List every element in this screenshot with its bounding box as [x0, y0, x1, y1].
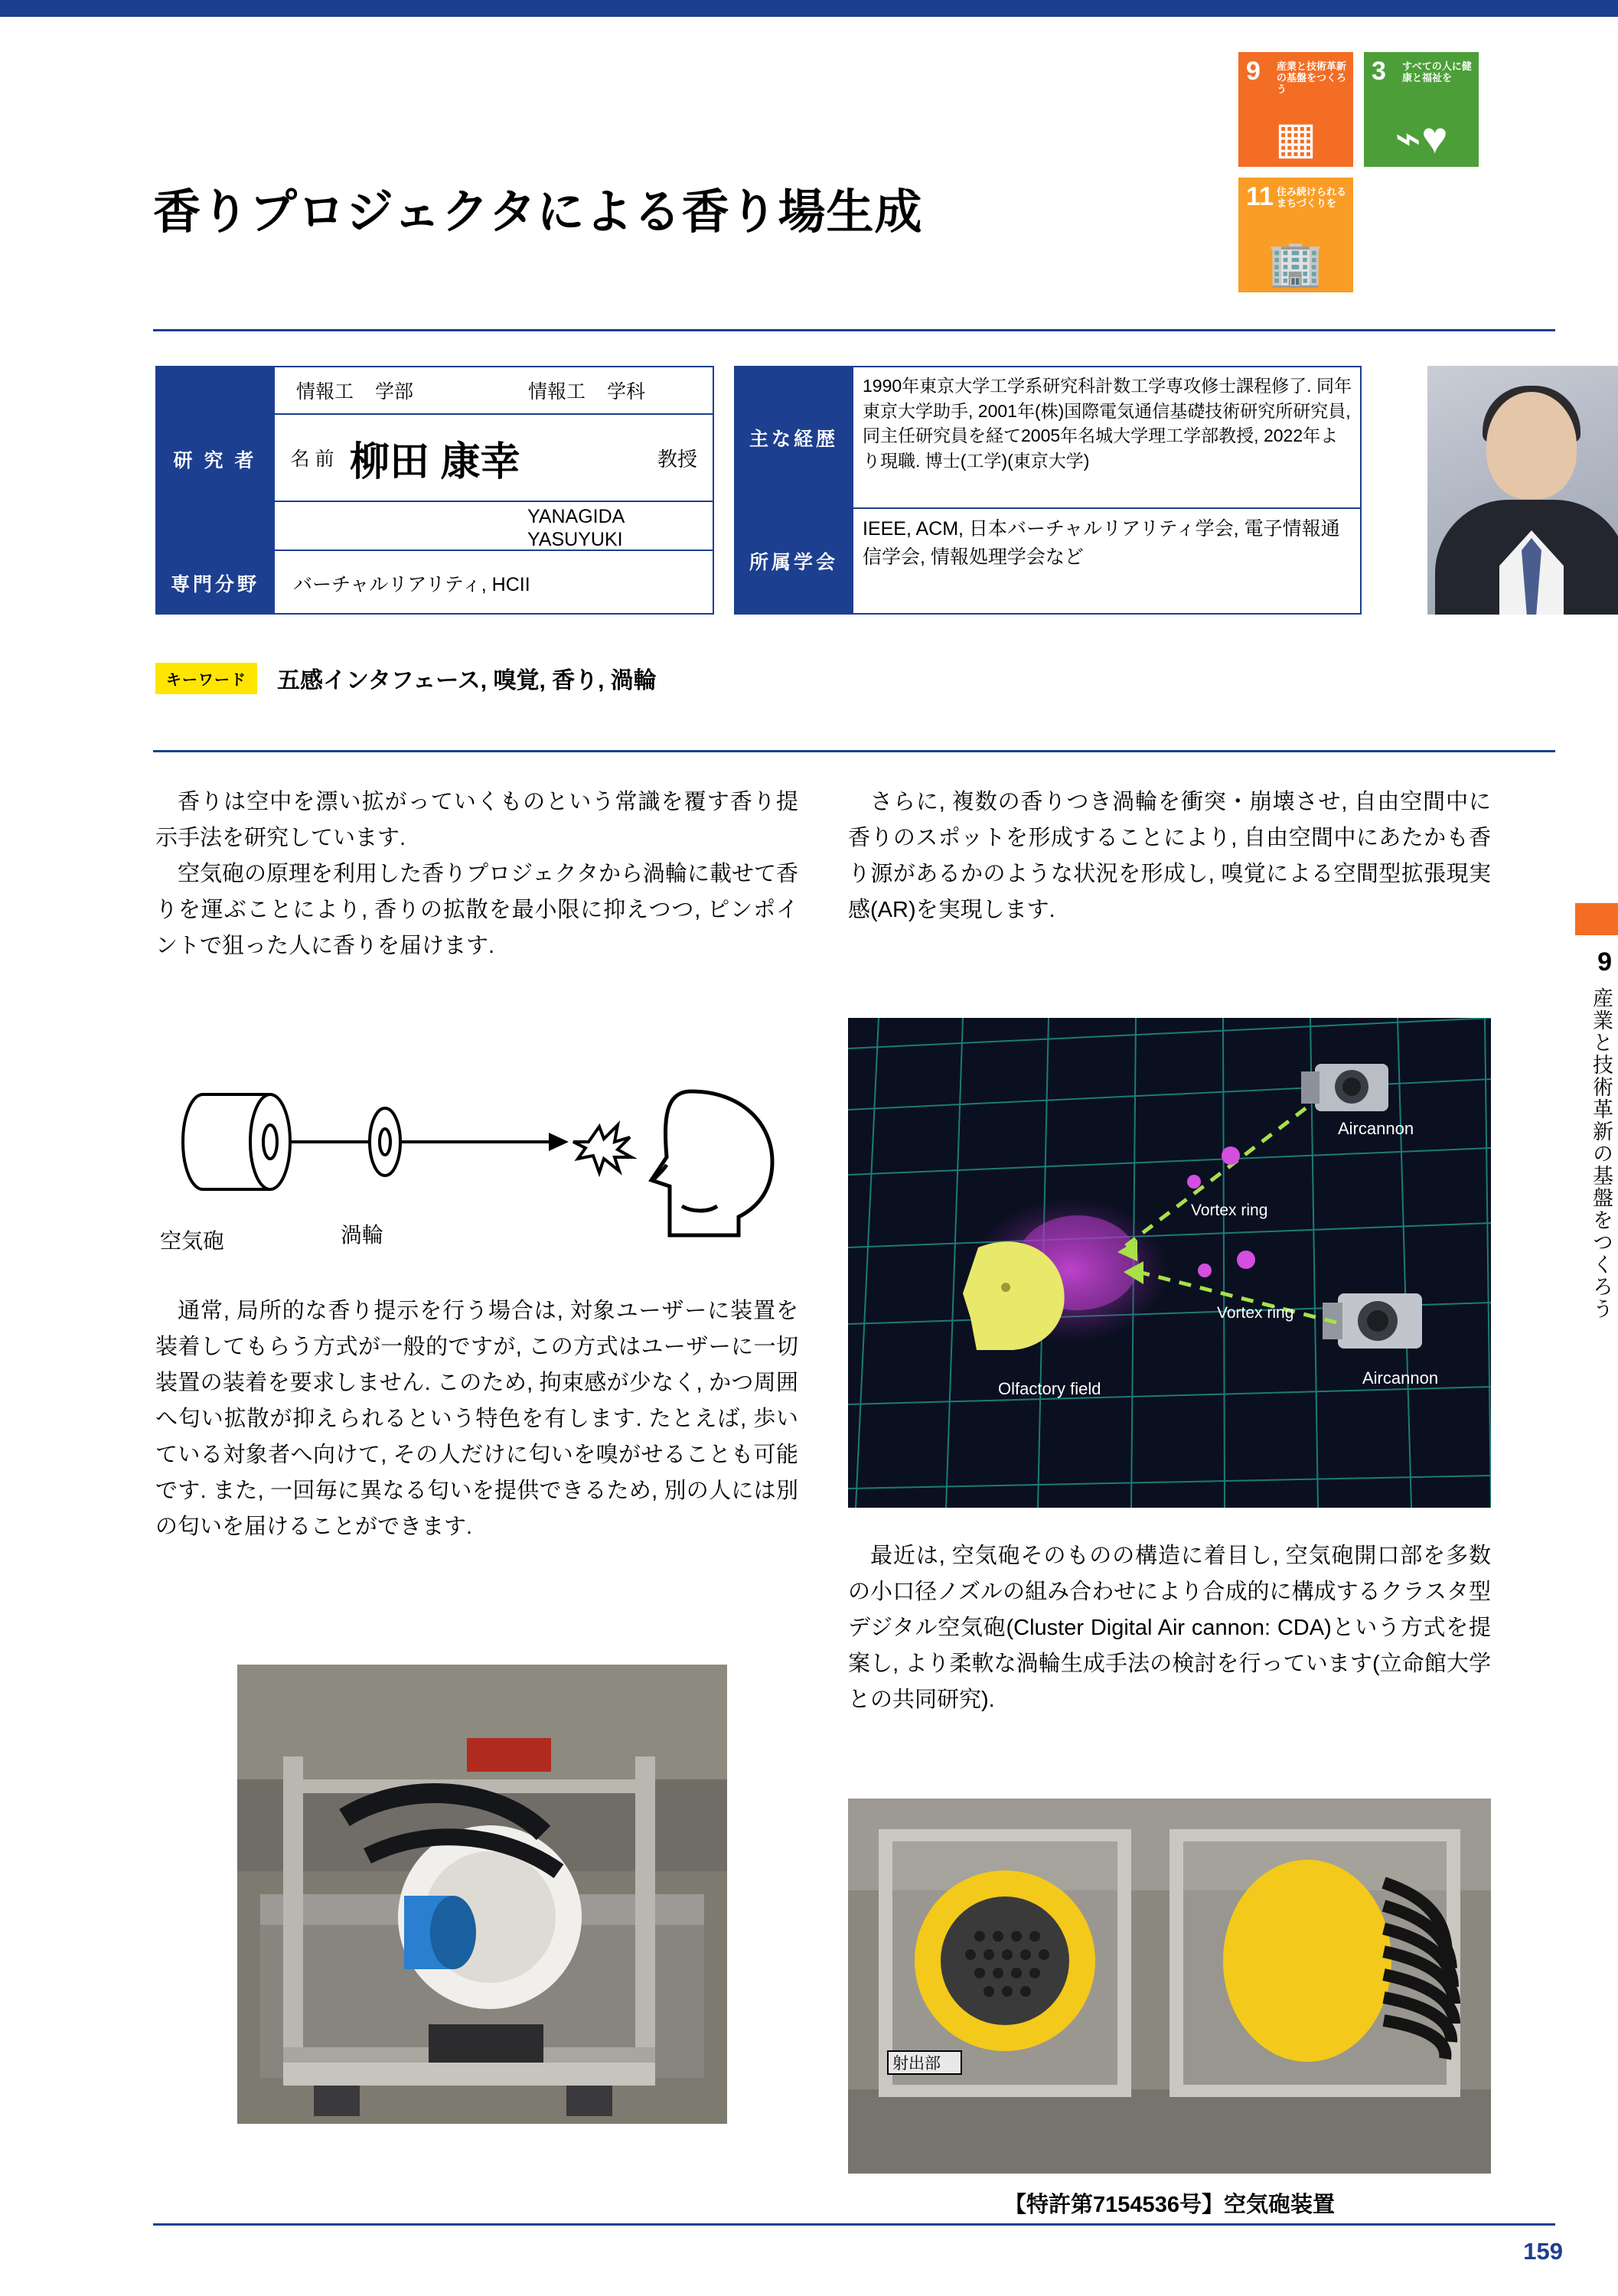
divider-middle — [153, 750, 1555, 752]
body-column-left-bottom — [155, 1293, 798, 1545]
keyword-badge: キーワード — [155, 663, 257, 694]
body-column-left-top — [155, 784, 798, 964]
svg-text:Aircannon: Aircannon — [1362, 1368, 1439, 1388]
sdg-title: すべての人に健康と福祉を — [1402, 60, 1472, 83]
paragraph: 最近は, 空気砲そのものの構造に着目し, 空気砲開口部を多数の小口径ノズルの組み合わせにより合成的に構成するクラスタ型デジタル空気砲(Cluster Digital Air cannon: CDA)という方式を提案し, より柔軟な渦輪生成手法の検討を行っています(立命館大学との共同研究). — [848, 1544, 1491, 1712]
sdg-badge-3 — [1364, 52, 1479, 167]
affiliation-row — [273, 367, 714, 415]
sdg-number: 3 — [1372, 57, 1386, 86]
career-label: 主な経歴 — [736, 367, 852, 509]
side-tab-marker — [1575, 903, 1618, 935]
researcher-profile-table — [155, 366, 1556, 615]
researcher-rank: 教授 — [657, 447, 697, 471]
paragraph: 通常, 局所的な香り提示を行う場合は, 対象ユーザーに装置を装着してもらう方式が一般的ですが, この方式はユーザーに一切装置の装着を要求しません. このため, 拘束感が少なく, かつ周囲へ匂い拡散が抑えられるという特色を有します. たとえば, 歩いている対象者へ向けて, その人だけに匂いを嗅がせることも可能です. また, 一回毎に異なる匂いを提供できるため, 別の人には別の匂いを届けることができます. — [155, 1299, 798, 1539]
career-text: 1990年東京大学工学系研究科計数工学専攻修士課程修了. 同年東京大学助手, 2001年(株)国際電気通信基礎技術研究所研究員, 同主任研究員を経て2005年名城大学理工学部教授, 2022年より現職. 博士(工学)(東京大学) — [852, 367, 1360, 509]
figure-caption: 【特許第7154536号】空気砲装置 — [1004, 2193, 1335, 2217]
avatar — [1427, 366, 1618, 615]
specialty-value — [273, 551, 714, 615]
top-blue-bar — [0, 0, 1618, 17]
side-tab-text: 産業と技術革新の基盤をつくろう — [1590, 987, 1613, 1320]
sdg-number: 11 — [1246, 182, 1274, 211]
sdg-title: 住み続けられるまちづくりを — [1277, 186, 1347, 209]
page-title: 香りプロジェクタによる香り場生成 — [153, 185, 923, 239]
keyword-row — [155, 654, 1556, 702]
sdg-badge-11 — [1238, 178, 1353, 292]
sdg-number: 9 — [1246, 57, 1261, 86]
diagram-label-vortex: 渦輪 — [341, 1223, 384, 1247]
svg-text:Vortex ring: Vortex ring — [1217, 1304, 1294, 1322]
olfactory-field-simulation-photo — [848, 1018, 1491, 1508]
divider-top — [153, 329, 1555, 331]
svg-text:射出部: 射出部 — [892, 2055, 941, 2073]
side-tab-number: 9 — [1597, 947, 1612, 977]
faculty-value: 学部 — [375, 381, 414, 403]
diagram-svg — [155, 1071, 798, 1255]
page-number: 159 — [1523, 2238, 1563, 2265]
society-text: IEEE, ACM, 日本バーチャルリアリティ学会, 電子情報通信学会, 情報処理学会など — [852, 509, 1360, 613]
sdg-badge-9 — [1238, 52, 1353, 167]
air-cannon-prototype-photo — [237, 1665, 727, 2124]
name-label: 名 前 — [273, 415, 350, 501]
specialty-label: 専門分野 — [157, 551, 273, 615]
side-tab — [1575, 903, 1618, 1439]
body-column-right-bottom — [848, 1538, 1491, 1718]
faculty-label: 情報工 — [296, 381, 354, 403]
keyword-text: 五感インタフェース, 嗅覚, 香り, 渦輪 — [277, 668, 657, 693]
body-column-right-top — [848, 784, 1491, 928]
dept-value: 学科 — [607, 381, 646, 403]
air-cannon-diagram — [155, 1071, 798, 1255]
svg-text:Aircannon: Aircannon — [1338, 1119, 1414, 1138]
svg-text:Olfactory field: Olfactory field — [998, 1379, 1101, 1398]
profile-left-block — [155, 366, 714, 615]
researcher-label: 研 究 者 — [157, 367, 273, 551]
paragraph: 香りは空中を漂い拡がっていくものという常識を覆す香り提示手法を研究しています. — [155, 790, 798, 850]
diagram-label-cannon: 空気砲 — [160, 1229, 225, 1253]
city-icon: 🏢 — [1267, 239, 1324, 289]
svg-text:Vortex ring: Vortex ring — [1191, 1202, 1268, 1219]
dept-label: 情報工 — [528, 381, 586, 403]
sdg-badges — [1238, 52, 1545, 303]
paragraph: さらに, 複数の香りつき渦輪を衝突・崩壊させ, 自由空間中に香りのスポットを形成することにより, 自由空間中にあたかも香り源があるかのような状況を形成し, 嗅覚による空間型拡張現実感(AR)を実現します. — [848, 790, 1491, 922]
industry-icon: ▦ — [1274, 113, 1317, 163]
cluster-digital-air-cannon-photo — [848, 1799, 1491, 2174]
sdg-title: 産業と技術革新の基盤をつくろう — [1277, 60, 1347, 95]
society-label: 所属学会 — [736, 509, 852, 613]
profile-right-block — [734, 366, 1362, 615]
paragraph: 空気砲の原理を利用した香りプロジェクタから渦輪に載せて香りを運ぶことにより, 香りの拡散を最小限に抑えつつ, ピンポイントで狙った人に香りを届けます. — [155, 861, 798, 958]
researcher-name-romaji — [273, 501, 714, 551]
heartbeat-icon: ⌁♥ — [1395, 113, 1448, 163]
romaji-text: YANAGIDA YASUYUKI — [527, 505, 643, 550]
researcher-name: 柳田 康幸 — [350, 439, 520, 484]
divider-bottom — [153, 2223, 1555, 2226]
specialty-text: バーチャルリアリティ, HCII — [293, 573, 530, 595]
